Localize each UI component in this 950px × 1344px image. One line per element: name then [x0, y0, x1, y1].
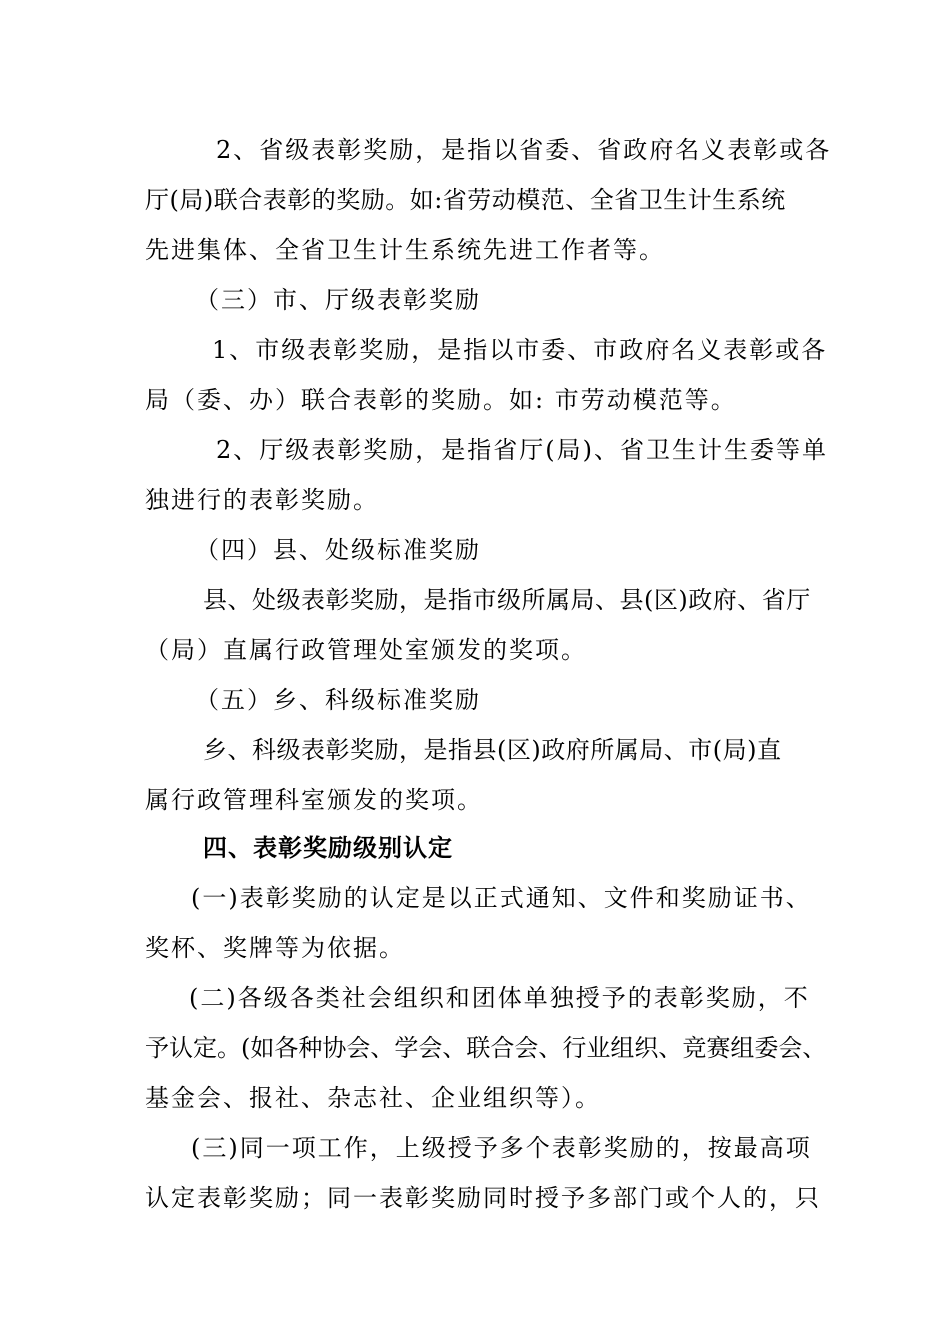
text-line: (二)各级各类社会组织和团体单独授予的表彰奖励，不: [189, 984, 810, 1012]
section-heading: （三）市、厅级表彰奖励: [195, 286, 481, 314]
text-line: 属行政管理科室颁发的奖项。: [145, 786, 483, 814]
text-line: （局）直属行政管理处室颁发的奖项。: [145, 636, 587, 664]
section-heading: （四）县、处级标准奖励: [195, 536, 481, 564]
text-line: 厅(局)联合表彰的奖励。如:省劳动模范、全省卫生计生系统: [145, 186, 786, 214]
text-line: (一)表彰奖励的认定是以正式通知、文件和奖励证书、: [191, 884, 812, 912]
text-line: 予认定。(如各种协会、学会、联合会、行业组织、竞赛组委会、: [145, 1034, 827, 1062]
text-line: 1、市级表彰奖励，是指以市委、市政府名义表彰或各: [212, 336, 828, 364]
text-line: 乡、科级表彰奖励，是指县(区)政府所属局、市(局)直: [203, 736, 782, 764]
text-line: 先进集体、全省卫生计生系统先进工作者等。: [145, 236, 665, 264]
chapter-heading: 四、表彰奖励级别认定: [203, 834, 453, 862]
text-line: 认定表彰奖励；同一表彰奖励同时授予多部门或个人的，只: [145, 1184, 821, 1212]
text-line: 县、处级表彰奖励，是指市级所属局、县(区)政府、省厅: [203, 586, 811, 614]
text-line: 基金会、报社、杂志社、企业组织等）。: [145, 1084, 601, 1112]
section-heading: （五）乡、科级标准奖励: [195, 686, 481, 714]
text-line: 奖杯、奖牌等为依据。: [145, 934, 405, 962]
text-line: 2、厅级表彰奖励，是指省厅(局)、省卫生计生委等单: [216, 436, 828, 464]
text-line: 2、省级表彰奖励，是指以省委、省政府名义表彰或各: [216, 136, 832, 164]
text-line: 独进行的表彰奖励。: [145, 486, 379, 514]
text-line: (三)同一项工作，上级授予多个表彰奖励的，按最高项: [191, 1134, 812, 1162]
text-line: 局（委、办）联合表彰的奖励。如: 市劳动模范等。: [145, 386, 737, 414]
